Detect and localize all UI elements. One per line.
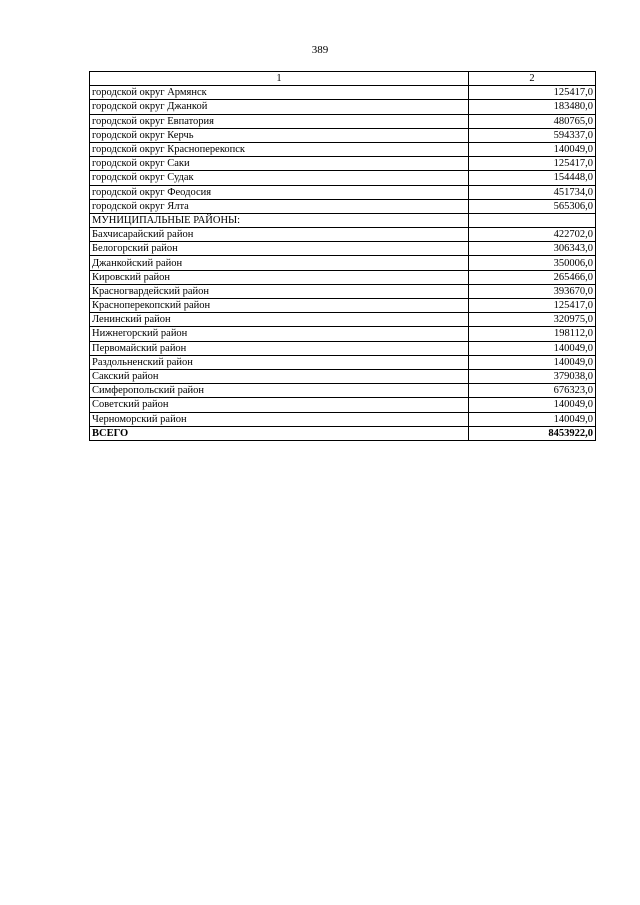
row-value: 451734,0 <box>469 185 596 199</box>
row-value <box>469 213 596 227</box>
table-row <box>90 355 596 369</box>
row-value: 198112,0 <box>469 327 596 341</box>
row-name: Советский район <box>90 398 469 412</box>
table-row <box>90 128 596 142</box>
row-value: 393670,0 <box>469 284 596 298</box>
row-value: 125417,0 <box>469 157 596 171</box>
row-name: Бахчисарайский район <box>90 228 469 242</box>
table-row <box>90 242 596 256</box>
row-value: 480765,0 <box>469 114 596 128</box>
table-row <box>90 284 596 298</box>
table-row <box>90 256 596 270</box>
table-row <box>90 142 596 156</box>
row-name: Сакский район <box>90 369 469 383</box>
table-row <box>90 384 596 398</box>
row-value: 422702,0 <box>469 228 596 242</box>
row-value: 306343,0 <box>469 242 596 256</box>
row-name: Первомайский район <box>90 341 469 355</box>
row-value: 140049,0 <box>469 142 596 156</box>
row-value: 140049,0 <box>469 341 596 355</box>
table-header-row <box>90 72 596 86</box>
table-row <box>90 228 596 242</box>
table-body <box>90 86 596 427</box>
table-row <box>90 369 596 383</box>
row-name: городской округ Джанкой <box>90 100 469 114</box>
table-row <box>90 341 596 355</box>
row-name: городской округ Саки <box>90 157 469 171</box>
row-value: 183480,0 <box>469 100 596 114</box>
table-row <box>90 398 596 412</box>
table-row <box>90 157 596 171</box>
row-name: Раздольненский район <box>90 355 469 369</box>
table-row <box>90 171 596 185</box>
table-row <box>90 327 596 341</box>
row-value: 265466,0 <box>469 270 596 284</box>
row-name: Красноперекопский район <box>90 299 469 313</box>
column-header-1: 1 <box>90 72 469 86</box>
row-name: Черноморский район <box>90 412 469 426</box>
row-name: городской округ Феодосия <box>90 185 469 199</box>
table-row <box>90 270 596 284</box>
row-name: Нижнегорский район <box>90 327 469 341</box>
total-label: ВСЕГО <box>90 426 469 440</box>
row-name: городской округ Армянск <box>90 86 469 100</box>
row-name: городской округ Судак <box>90 171 469 185</box>
row-value: 140049,0 <box>469 398 596 412</box>
row-name: МУНИЦИПАЛЬНЫЕ РАЙОНЫ: <box>90 213 469 227</box>
row-value: 565306,0 <box>469 199 596 213</box>
row-name: Красногвардейский район <box>90 284 469 298</box>
table-row <box>90 313 596 327</box>
row-value: 154448,0 <box>469 171 596 185</box>
row-name: городской округ Евпатория <box>90 114 469 128</box>
row-value: 140049,0 <box>469 355 596 369</box>
table-row <box>90 86 596 100</box>
row-value: 350006,0 <box>469 256 596 270</box>
row-name: городской округ Керчь <box>90 128 469 142</box>
row-name: городской округ Ялта <box>90 199 469 213</box>
row-name: Джанкойский район <box>90 256 469 270</box>
table-row <box>90 213 596 227</box>
table-row <box>90 114 596 128</box>
row-value: 379038,0 <box>469 369 596 383</box>
row-name: Белогорский район <box>90 242 469 256</box>
table-row <box>90 412 596 426</box>
column-header-2: 2 <box>469 72 596 86</box>
allocation-table <box>89 71 596 441</box>
row-name: городской округ Красноперекопск <box>90 142 469 156</box>
row-value: 125417,0 <box>469 299 596 313</box>
row-value: 320975,0 <box>469 313 596 327</box>
table-row <box>90 299 596 313</box>
row-name: Симферопольский район <box>90 384 469 398</box>
total-row <box>90 426 596 440</box>
row-value: 140049,0 <box>469 412 596 426</box>
table-row <box>90 185 596 199</box>
table-row <box>90 100 596 114</box>
row-name: Ленинский район <box>90 313 469 327</box>
row-value: 125417,0 <box>469 86 596 100</box>
row-name: Кировский район <box>90 270 469 284</box>
page-number: 389 <box>311 44 329 56</box>
row-value: 594337,0 <box>469 128 596 142</box>
table-row <box>90 199 596 213</box>
row-value: 676323,0 <box>469 384 596 398</box>
total-value: 8453922,0 <box>469 426 596 440</box>
